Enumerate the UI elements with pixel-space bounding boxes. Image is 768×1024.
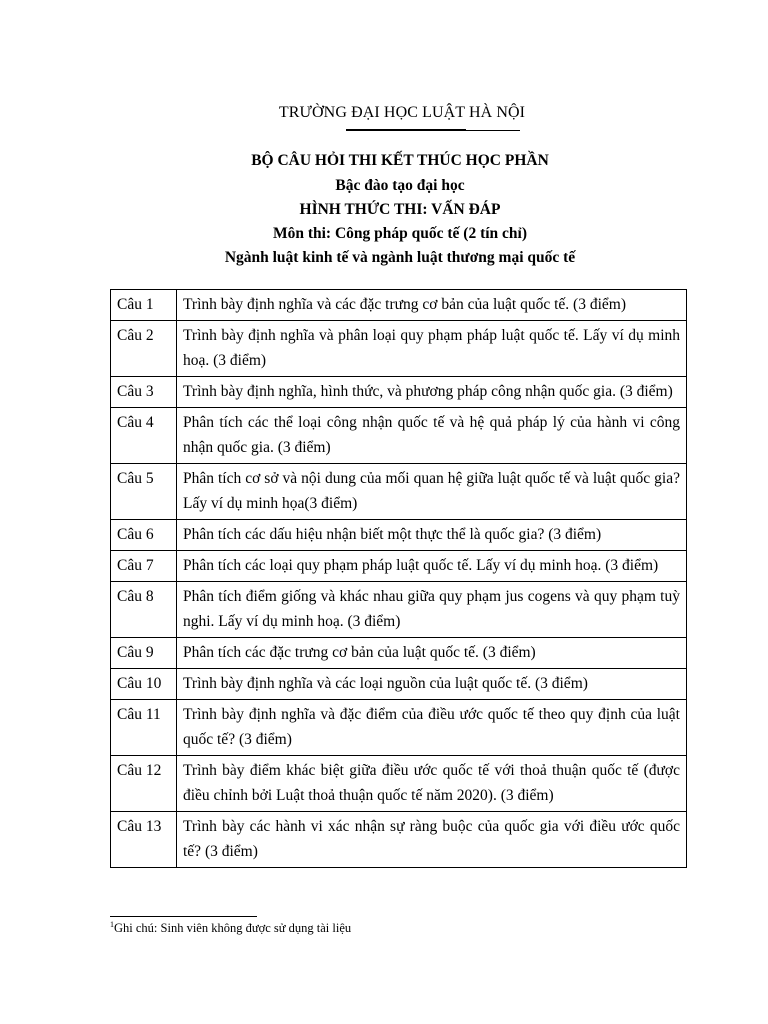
question-text: Trình bày điểm khác biệt giữa điều ước quốc tế với thoả thuận quốc tế (được điều chỉnh bởi Luật thoả thuận quốc tế năm 2020). (3 điểm): [177, 756, 687, 812]
question-number: Câu 6: [111, 520, 177, 551]
question-row: [111, 321, 687, 377]
question-number: Câu 2: [111, 321, 177, 377]
question-number: Câu 13: [111, 812, 177, 868]
question-text: Phân tích các thể loại công nhận quốc tế và hệ quả pháp lý của hành vi công nhận quốc gia. (3 điểm): [177, 408, 687, 464]
question-number: Câu 10: [111, 669, 177, 700]
question-text: Phân tích các đặc trưng cơ bản của luật quốc tế. (3 điểm): [177, 638, 687, 669]
question-text: Phân tích cơ sở và nội dung của mối quan hệ giữa luật quốc tế và luật quốc gia? Lấy ví dụ minh họa(3 điểm): [177, 464, 687, 520]
question-number: Câu 8: [111, 582, 177, 638]
question-number: Câu 3: [111, 377, 177, 408]
question-number: Câu 4: [111, 408, 177, 464]
question-text: Trình bày định nghĩa, hình thức, và phương pháp công nhận quốc gia. (3 điểm): [177, 377, 687, 408]
question-row: [111, 464, 687, 520]
question-text: Phân tích điểm giống và khác nhau giữa quy phạm jus cogens và quy phạm tuỳ nghi. Lấy ví dụ minh hoạ. (3 điểm): [177, 582, 687, 638]
question-text: Trình bày các hành vi xác nhận sự ràng buộc của quốc gia với điều ước quốc tế? (3 điểm): [177, 812, 687, 868]
exam-majors: Ngành luật kinh tế và ngành luật thương mại quốc tế: [224, 249, 576, 266]
question-row: [111, 756, 687, 812]
question-text: Trình bày định nghĩa và đặc điểm của điều ước quốc tế theo quy định của luật quốc tế? (3 điểm): [177, 700, 687, 756]
question-row: [111, 582, 687, 638]
question-row: [111, 669, 687, 700]
question-number: Câu 1: [111, 290, 177, 321]
school-name: TRƯỜNG ĐẠI HỌC LUẬT HÀ NỘI: [278, 104, 526, 121]
question-number: Câu 9: [111, 638, 177, 669]
question-row: [111, 290, 687, 321]
question-row: [111, 520, 687, 551]
question-row: [111, 408, 687, 464]
question-text: Phân tích các dấu hiệu nhận biết một thực thể là quốc gia? (3 điểm): [177, 520, 687, 551]
footnote: [110, 921, 351, 936]
question-number: Câu 11: [111, 700, 177, 756]
footnote-text: Ghi chú: Sinh viên không được sử dụng tài liệu: [114, 921, 352, 935]
footnote-marker: 1: [110, 920, 114, 929]
school-underline-bold: [346, 129, 466, 131]
question-row: [111, 700, 687, 756]
question-text: Phân tích các loại quy phạm pháp luật quốc tế. Lấy ví dụ minh hoạ. (3 điểm): [177, 551, 687, 582]
question-row: [111, 812, 687, 868]
question-number: Câu 7: [111, 551, 177, 582]
document-title: BỘ CÂU HỎI THI KẾT THÚC HỌC PHẦN: [251, 152, 549, 169]
exam-form: HÌNH THỨC THI: VẤN ĐÁP: [299, 201, 501, 218]
question-row: [111, 638, 687, 669]
footnote-separator: [110, 916, 257, 917]
question-number: Câu 12: [111, 756, 177, 812]
question-number: Câu 5: [111, 464, 177, 520]
question-text: Trình bày định nghĩa và các đặc trưng cơ bản của luật quốc tế. (3 điểm): [177, 290, 687, 321]
question-text: Trình bày định nghĩa và phân loại quy phạm pháp luật quốc tế. Lấy ví dụ minh hoạ. (3 điểm): [177, 321, 687, 377]
question-row: [111, 377, 687, 408]
education-level: Bậc đào tạo đại học: [335, 177, 465, 194]
question-table: [110, 289, 687, 868]
question-row: [111, 551, 687, 582]
exam-subject: Môn thi: Công pháp quốc tế (2 tín chỉ): [272, 225, 528, 242]
question-text: Trình bày định nghĩa và các loại nguồn của luật quốc tế. (3 điểm): [177, 669, 687, 700]
